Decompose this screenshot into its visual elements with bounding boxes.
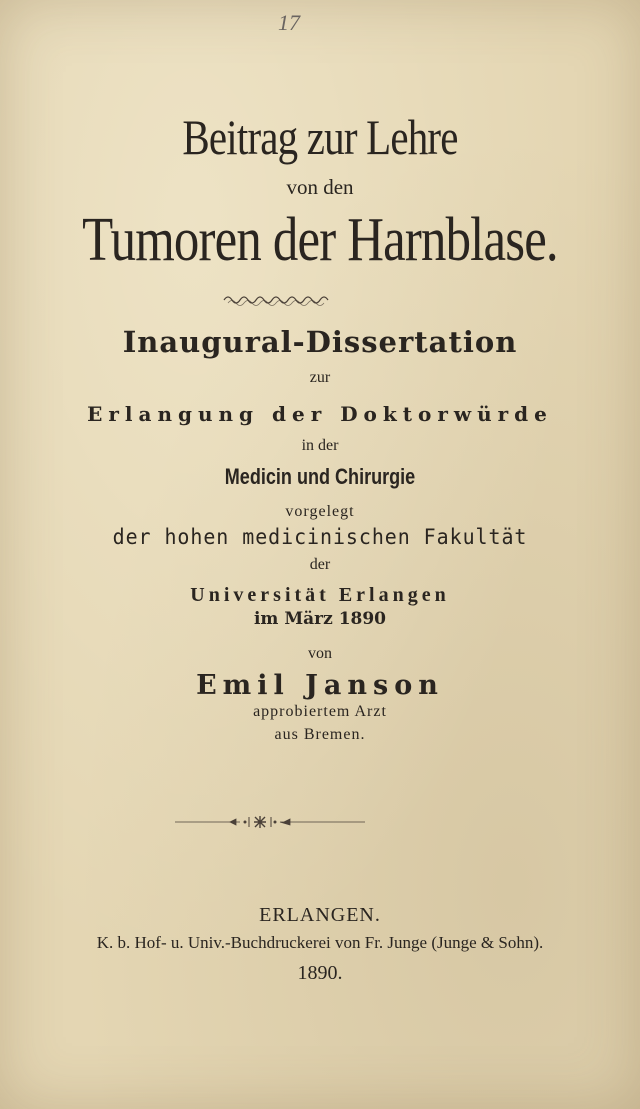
- zur-text: zur: [309, 369, 331, 386]
- pencil-annotation: 17: [278, 10, 300, 35]
- university-name: Universität Erlangen: [190, 584, 450, 606]
- purpose-line: Erlangung der Doktorwürde: [87, 402, 553, 426]
- publication-year: 1890.: [297, 962, 343, 984]
- publication-city: ERLANGEN.: [259, 904, 381, 926]
- author-origin: aus Bremen.: [274, 726, 366, 743]
- title-connector: von den: [286, 175, 354, 199]
- vorgelegt-text: vorgelegt: [285, 503, 355, 520]
- von-text: von: [308, 645, 332, 662]
- document-type: Inaugural-Dissertation: [122, 325, 518, 359]
- submission-date: im März 1890: [253, 609, 387, 629]
- printer-imprint: K. b. Hof- u. Univ.-Buchdruckerei von Fr. Junge (Junge & Sohn).: [96, 933, 544, 952]
- author-name: Emil Janson: [196, 670, 444, 701]
- author-title: approbiertem Arzt: [253, 703, 387, 720]
- field-of-study: Medicin und Chirurgie: [224, 464, 416, 489]
- title-line-2: Tumoren der Harnblase.: [82, 206, 558, 274]
- printer-ornament-rule: [175, 814, 365, 830]
- der-text: der: [309, 556, 331, 573]
- wavy-ornament-divider: [222, 292, 332, 308]
- faculty-line: der hohen medicinischen Fakultät: [112, 525, 528, 549]
- in-der-text: in der: [301, 437, 339, 454]
- title-line-1: Beitrag zur Lehre: [182, 109, 458, 165]
